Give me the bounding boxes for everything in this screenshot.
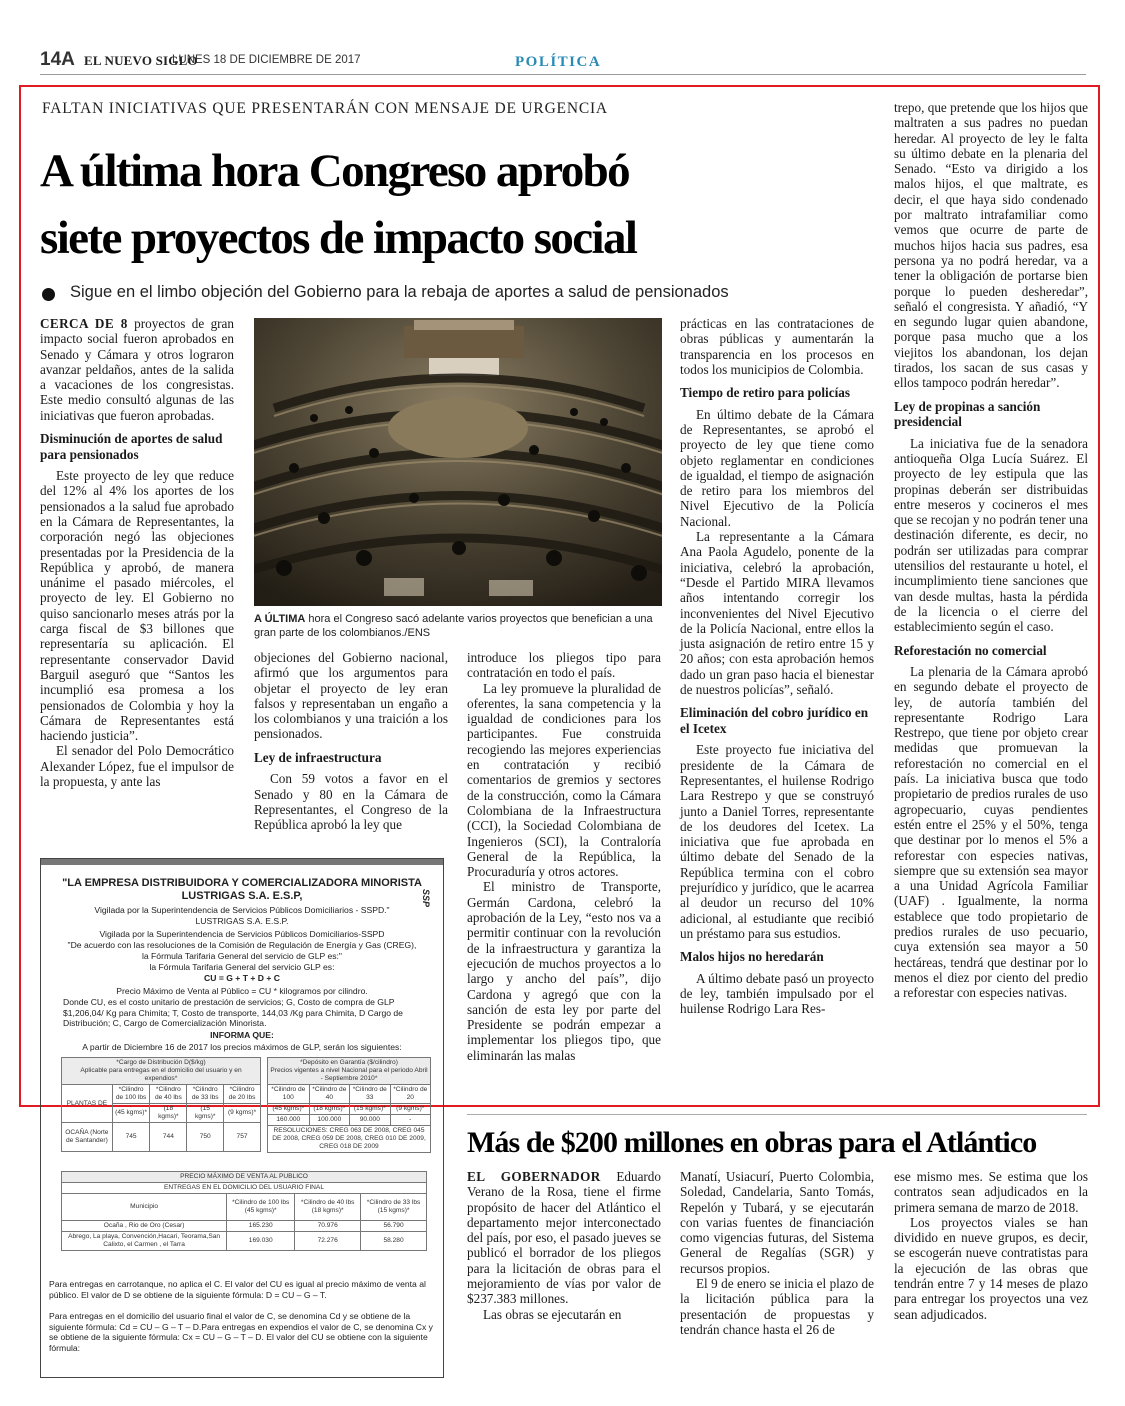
table-header: *Depósito en Garantía ($/cilindro) Precios vigentes a nivel Nacional para el periodo Abril - Septiembre 2010* [268,1058,431,1085]
table-row [62,1232,427,1251]
table-header: *Cargo de Distribución D($/kg) Aplicable para entregas en el domicilio del usuario y en expendios* [62,1058,261,1085]
notice-title [41,877,443,903]
table-header: PRECIO MÁXIMO DE VENTA AL PUBLICO [62,1172,427,1183]
notice-informa: INFORMA QUE: [210,1030,274,1040]
article-column-1 [40,316,234,789]
subhead-malos-hijos: Malos hijos no heredarán [680,949,824,965]
table-header: *Cilindro de 33 lbs [187,1085,224,1104]
paragraph: Este proyecto de ley que reduce del 12% al 4% los aportes de los pensionados a la salud fue aprobado en la Cámara de Representantes, la corporación negó las objeciones presentadas por la Presidencia de la República y aprobó, de manera unánime el pasado miércoles, el proyecto de ley. El Gobierno no quiso sancionarlo meses atrás por la carga fiscal de $3 billones que representaría su aplicación. El representante conservador David Barguil aseguró que “Santos les incumplió esa promesa a los pensionados de Colombia y hoy la Cámara de Representantes está haciendo justicia”. [40,468,234,744]
paragraph: ese mismo mes. Se estima que los contratos sean adjudicados en la primera semana de marzo de 2018. [894,1169,1088,1215]
issue-date: LUNES 18 DE DICIEMBRE DE 2017 [172,54,361,66]
table-cell: (45 kgms)* [268,1104,310,1115]
notice-line: Vigilada por la Superintendencia de Servicios Públicos Domiciliarios - SSPD." [94,905,390,915]
paragraph: prácticas en las contrataciones de obras públicas y aumentarán la transparencia en los procesos en todos los municipios de Colombia. [680,316,874,377]
table-cell: (15 kgms)* [187,1104,224,1123]
article-headline-line2: siete proyectos de impacto social [40,212,637,264]
article-column-4 [680,316,874,1017]
table-cell: (9 kgms)* [390,1104,431,1115]
paragraph: La plenaria de la Cámara aprobó en segundo debate el proyecto de ley, de autoría también del representante Rodrigo Lara Restrepo, que tiene por objeto crear medidas que promuevan la reforestación no comercial en el país. La iniciativa busca que todo propietario de predios rurales de uso agropecuario, cuyas pendientes estén entre el 25% y el 50%, tenga que destinar por lo menos el 5% a reforestar con especies nativas, siempre que su extensión sea mayor a una Unidad Agrícola Familiar (UAF) . Igualmente, la norma establece que todo propietario de predios rurales de uso pecuario, cuya extensión sea mayor a 50 hectáreas, tendrá que destinar por lo menos el diez por ciento del predio a reforestar con especies nativas. [894,664,1088,1001]
table-header: *Cilindro de 33 [350,1085,390,1104]
table-cell: - [390,1115,431,1126]
paragraph: A último debate pasó un proyecto de ley, también impulsado por el huilense Rodrigo Lara Res- [680,970,874,1017]
table-cell: OCAÑA (Norte de Santander) [62,1123,113,1152]
notice-line: LUSTRIGAS S.A. E.S.P. [195,916,289,926]
table-cell: 744 [150,1123,187,1152]
table-cell: 56.790 [361,1221,427,1232]
table-header: *Cilindro de 40 lbs [150,1085,187,1104]
table-cell: 100.000 [309,1115,349,1126]
table-cell: 58.280 [361,1232,427,1251]
caption-lead: A ÚLTIMA [254,613,306,625]
bullet-icon [42,288,55,301]
table-cell: 165.230 [227,1221,295,1232]
lustrigas-notice [40,858,444,1378]
table-cell: (15 kgms)* [350,1104,390,1115]
table-header: *Cilindro de 100 [268,1085,310,1104]
table-cell: 70.976 [295,1221,361,1232]
photo-caption [254,612,662,640]
table-row [62,1123,261,1152]
paragraph: introduce los pliegos tipo para contratación en todo el país. [467,650,661,681]
subhead-icetex: Eliminación del cobro jurídico en el Icetex [680,705,869,736]
notice-line: "De acuerdo con las resoluciones de la Comisión de Regulación de Energía y Gas (CREG), [67,940,417,950]
paragraph: El 9 de enero se inicia el plazo de la licitación pública para la presentación de propuestas y tendrán chance hasta el 26 de [680,1276,874,1337]
subhead-infraestructura: Ley de infraestructura [254,749,382,765]
table-header: *Cilindro de 100 lbs [112,1085,150,1104]
subhead-propinas: Ley de propinas a sanción presidencial [894,398,1041,430]
notice-line: la Fórmula Tarifaria General del servicio de GLP es:" [141,951,342,961]
article2-rule [467,1114,1087,1115]
ssp-logo-icon: SSP [421,889,431,908]
table-cell: Abrego, La playa, Convención,Hacari, Teorama,San Calixto, el Carmen , el Tarra [62,1232,227,1251]
table-cell: (18 kgms)* [150,1104,187,1123]
article-column-5 [894,100,1088,1001]
article-column-2 [254,650,448,832]
congress-photo [254,318,662,606]
table-cell: (45 kgms)* [112,1104,150,1123]
article-headline-line1: A última hora Congreso aprobó [40,145,630,197]
notice-title-line2: LUSTRIGAS S.A. E.S.P, [181,890,303,902]
header-rule [40,74,1086,75]
table-cell: (9 kgms)* [224,1104,261,1123]
paragraph: Este proyecto fue iniciativa del presidente de la Cámara de Representantes, el huilense Rodrigo Lara Restrepo y que se construyó junto a Daniel Torres, representante de los deudores del Icetex. La iniciativa que fue aprobada en último debate del Senado de la República termina con el cobro prejurídico y jurídico, que le acarrea al deudor un recurso del 10% adicional, al estudiante que recibió un préstamo para sus estudios. [680,742,874,941]
notice-line: la Fórmula Tarifaria General del servicio GLP es: [149,962,335,972]
paragraph-text: proyectos de gran impacto social fueron aprobados en Senado y Cámara y otros lograron avanzar peldaños, antes de la salida a vacaciones de los congresistas. Este medio consultó algunas de las iniciativas que fueron aprobadas. [40,316,235,423]
table-cell: 72.276 [295,1232,361,1251]
table-header: ENTREGAS EN EL DOMICILIO DEL USUARIO FINAL [62,1183,427,1194]
table-row [62,1221,427,1232]
table-cell: Ocaña , Rio de Oro (Cesar) [62,1221,227,1232]
lead-in: EL GOBERNADOR [467,1169,601,1184]
deposit-guarantee-table [267,1057,431,1153]
notice-definitions: Donde CU, es el costo unitario de prestación de servicios; G, Costo de compra de GLP $1,206,04/ Kg para Chimita; T, Costo de transporte, 144,03 /Kg para Chimita, D Cargo de Distribución; C, Cargo de Comercialización Minorista. [63,997,403,1028]
table-header: *Cilindro de 20 [390,1085,431,1104]
paragraph: objeciones del Gobierno nacional, afirmó que los argumentos para objetar el proyecto de ley eran falsos y representaban un engaño a los colombianos y una traición a los pensionados. [254,650,448,742]
subhead-retiro-policias: Tiempo de retiro para policías [680,385,850,401]
table-row [268,1115,431,1126]
paragraph: trepo, que pretende que los hijos que maltraten a sus padres no puedan heredar. Al proyecto de ley le falta su último debate en la plenaria del Senado. “Esto va dirigido a los malos hijos, el que maltrate, es decir, el que haya sido condenado por maltrato intrafamiliar como vemos que ocurre de parte de muchos hijos hacia sus padres, esa persona ya no podrá heredar, va a tener la obligación de portarse bien porque lo pueden desheredar”, señaló el congresista. Y añadió, “Y en segundo lugar quien abandone, porque pasa mucho que a los viejitos los abandonan, los dejan tirados, los sacan de sus casas y ellos tampoco podrán heredar”. [894,100,1088,391]
notice-footnote: Para entregas en el domicilio del usuario final el valor de C, se denomina Cd y se obtiene de la siguiente fórmula: Cd = CU – G – T – D.Para entregas en expendios el valor de C, se denomina Cx y se obtiene de la siguiente fórmula: Cx = CU – G – T – D. El valor del CU se obtiene con la siguiente fórmula: [49,1311,433,1353]
page-number: 14A [40,49,75,70]
notice-line: Precio Máximo de Venta al Público = CU * kilogramos por cilindro. [116,986,368,996]
caption-text: hora el Congreso sacó adelante varios proyectos que benefician a una gran parte de los colombianos./ENS [254,613,653,639]
paragraph: Los proyectos viales se han dividido en nueve grupos, es decir, se escogerán nueve contratistas para la ejecución de las obras que tendrán entre 7 y 14 meses de plazo para entregar los proyectos una vez sean adjudicados. [894,1214,1088,1322]
max-price-table [61,1171,427,1251]
congress-chamber-image [254,318,662,606]
table-cell: 745 [112,1123,150,1152]
paragraph: La ley promueve la pluralidad de oferentes, la sana competencia y la igualdad de condiciones para los participantes. Fue construida recogiendo las mejores experiencias en contratación y recibió comentarios de gremios y sectores de la construcción, como la Cámara Colombiana de la Infraestructura (CCI), la Sociedad Colombiana de Ingenieros (SCI), la Contraloría General de la República, la Procuraduría y otros actores. [467,680,661,880]
distribution-charge-table [61,1057,261,1152]
paragraph [467,1169,661,1307]
article-kicker: FALTAN INICIATIVAS QUE PRESENTARÁN CON MENSAJE DE URGENCIA [42,100,608,117]
article-subheadline: Sigue en el limbo objeción del Gobierno para la rebaja de aportes a salud de pensionados [70,283,729,301]
table-cell: 160.000 [268,1115,310,1126]
lead-in: CERCA DE 8 [40,316,128,331]
table-header: *Cilindro de 40 lbs (18 kgms)* [295,1194,361,1221]
paragraph: La representante a la Cámara Ana Paola Agudelo, ponente de la iniciativa, celebró la aprobación, “Desde el Partido MIRA llevamos años intentando corregir los inconvenientes del Nivel Ejecutivo de la Policía Nacional, entre ellos la justa asignación de retiro entre 15 y 20 años; con esta aprobación hemos dado un gran paso hacia el bienestar de nuestros policías”, señaló. [680,529,874,698]
article2-column-2 [680,1169,874,1337]
paragraph: Las obras se ejecutarán en [483,1306,622,1322]
article2-column-1 [467,1169,661,1322]
paragraph [40,316,234,423]
table-cell: 750 [187,1123,224,1152]
paragraph-text: Eduardo Verano de la Rosa, tiene el firme propósito de hacer del Atlántico el departamento mejor interconectado del país, por eso, el pasado jueves se publicó el borrador de los pliegos para la licitación de obras para el mejoramiento de vías por valor de $237.383 millones. [467,1169,661,1307]
notice-title-line1: "LA EMPRESA DISTRIBUIDORA Y COMERCIALIZADORA MINORISTA [62,877,422,889]
notice-line: Vigilada por la Superintendencia de Servicios Públicos Domiciliarios-SSPD [99,929,385,939]
table-header: *Cilindro de 20 lbs [224,1085,261,1104]
subhead-salud-pensionados: Disminución de aportes de salud para pensionados [40,431,223,462]
table-header: *Cilindro de 40 [309,1085,349,1104]
paragraph: El senador del Polo Democrático Alexander López, fue el impulsor de la propuesta, y ante las [40,743,234,790]
notice-top-bar [41,859,443,865]
newspaper-name: EL NUEVO SIGLO [84,53,198,68]
table-cell: 757 [224,1123,261,1152]
table-cell: 169.030 [227,1232,295,1251]
tariff-formula: CU = G + T + D + C [204,973,280,983]
paragraph: La iniciativa fue de la senadora antioqueña Olga Lucía Suárez. El proyecto de ley estipula que las propinas deberán ser distribuidas entre meseros y cocineros el mes que se recojan y no podrán tener una destinación diferente, es decir, no podrán ser utilizadas para comprar utensilios del restaurante u hotel, el incumplimiento tiene sanciones que van desde multas, hasta la pérdida de la licencia o el cierre del establecimiento según el caso. [894,435,1088,635]
table-cell: (18 kgms)* [309,1104,349,1115]
article2-headline: Más de $200 millones en obras para el Atlántico [467,1126,1037,1159]
article-column-3 [467,650,661,1063]
paragraph: Con 59 votos a favor en el Senado y 80 en la Cámara de Representantes, el Congreso de la República aprobó la ley que [254,771,448,833]
table-cell: RESOLUCIONES: CREG 063 DE 2008, CREG 045 DE 2008, CREG 059 DE 2008, CREG 010 DE 2009, CREG 018 DE 2009 [268,1126,431,1153]
paragraph: En último debate de la Cámara de Representantes, se aprobó el proyecto de ley que tiene como objeto reglamentar en condiciones de igualdad, el tiempo de asignación de retiro para los miembros del Nivel Ejecutivo de la Policía Nacional. [680,406,874,529]
notice-line: A partir de Diciembre 16 de 2017 los precios máximos de GLP, serán los siguientes: [82,1042,402,1052]
table-cell: 90.000 [350,1115,390,1126]
table-header: Municipio [62,1194,227,1221]
table-header: *Cilindro de 100 lbs (45 kgms)* [227,1194,295,1221]
table-header: PLANTAS DE [62,1085,113,1123]
paragraph: Manatí, Usiacurí, Puerto Colombia, Soledad, Candelaria, Santo Tomás, Repelón y Tubará, y se ejecutarán con varias fuentes de financiación como vigencias futuras, del Sistema General de Regalías (SGR) y recursos propios. [680,1169,874,1276]
table-header: *Cilindro de 33 lbs (15 kgms)* [361,1194,427,1221]
notice-footnote: Para entregas en carrotanque, no aplica el C. El valor del CU es igual al precio máximo de venta al público. El valor de D se obtiene de la siguiente fórmula: D = CU – G – T. [49,1279,426,1300]
section-title: POLÍTICA [515,54,602,70]
paragraph: El ministro de Transporte, Germán Cardona, celebró la aprobación de la Ley, “esto nos va a permitir continuar con la revolución de la infraestructura y garantiza la ejecución de muchos proyectos a lo largo y ancho del país”, dijo Cardona y agregó que con la sanción de esta ley por parte del Presidente se podrán empezar a implementar los pliegos tipo, que eliminarán las malas [467,879,661,1063]
article2-column-3 [894,1169,1088,1322]
subhead-reforestacion: Reforestación no comercial [894,642,1047,658]
